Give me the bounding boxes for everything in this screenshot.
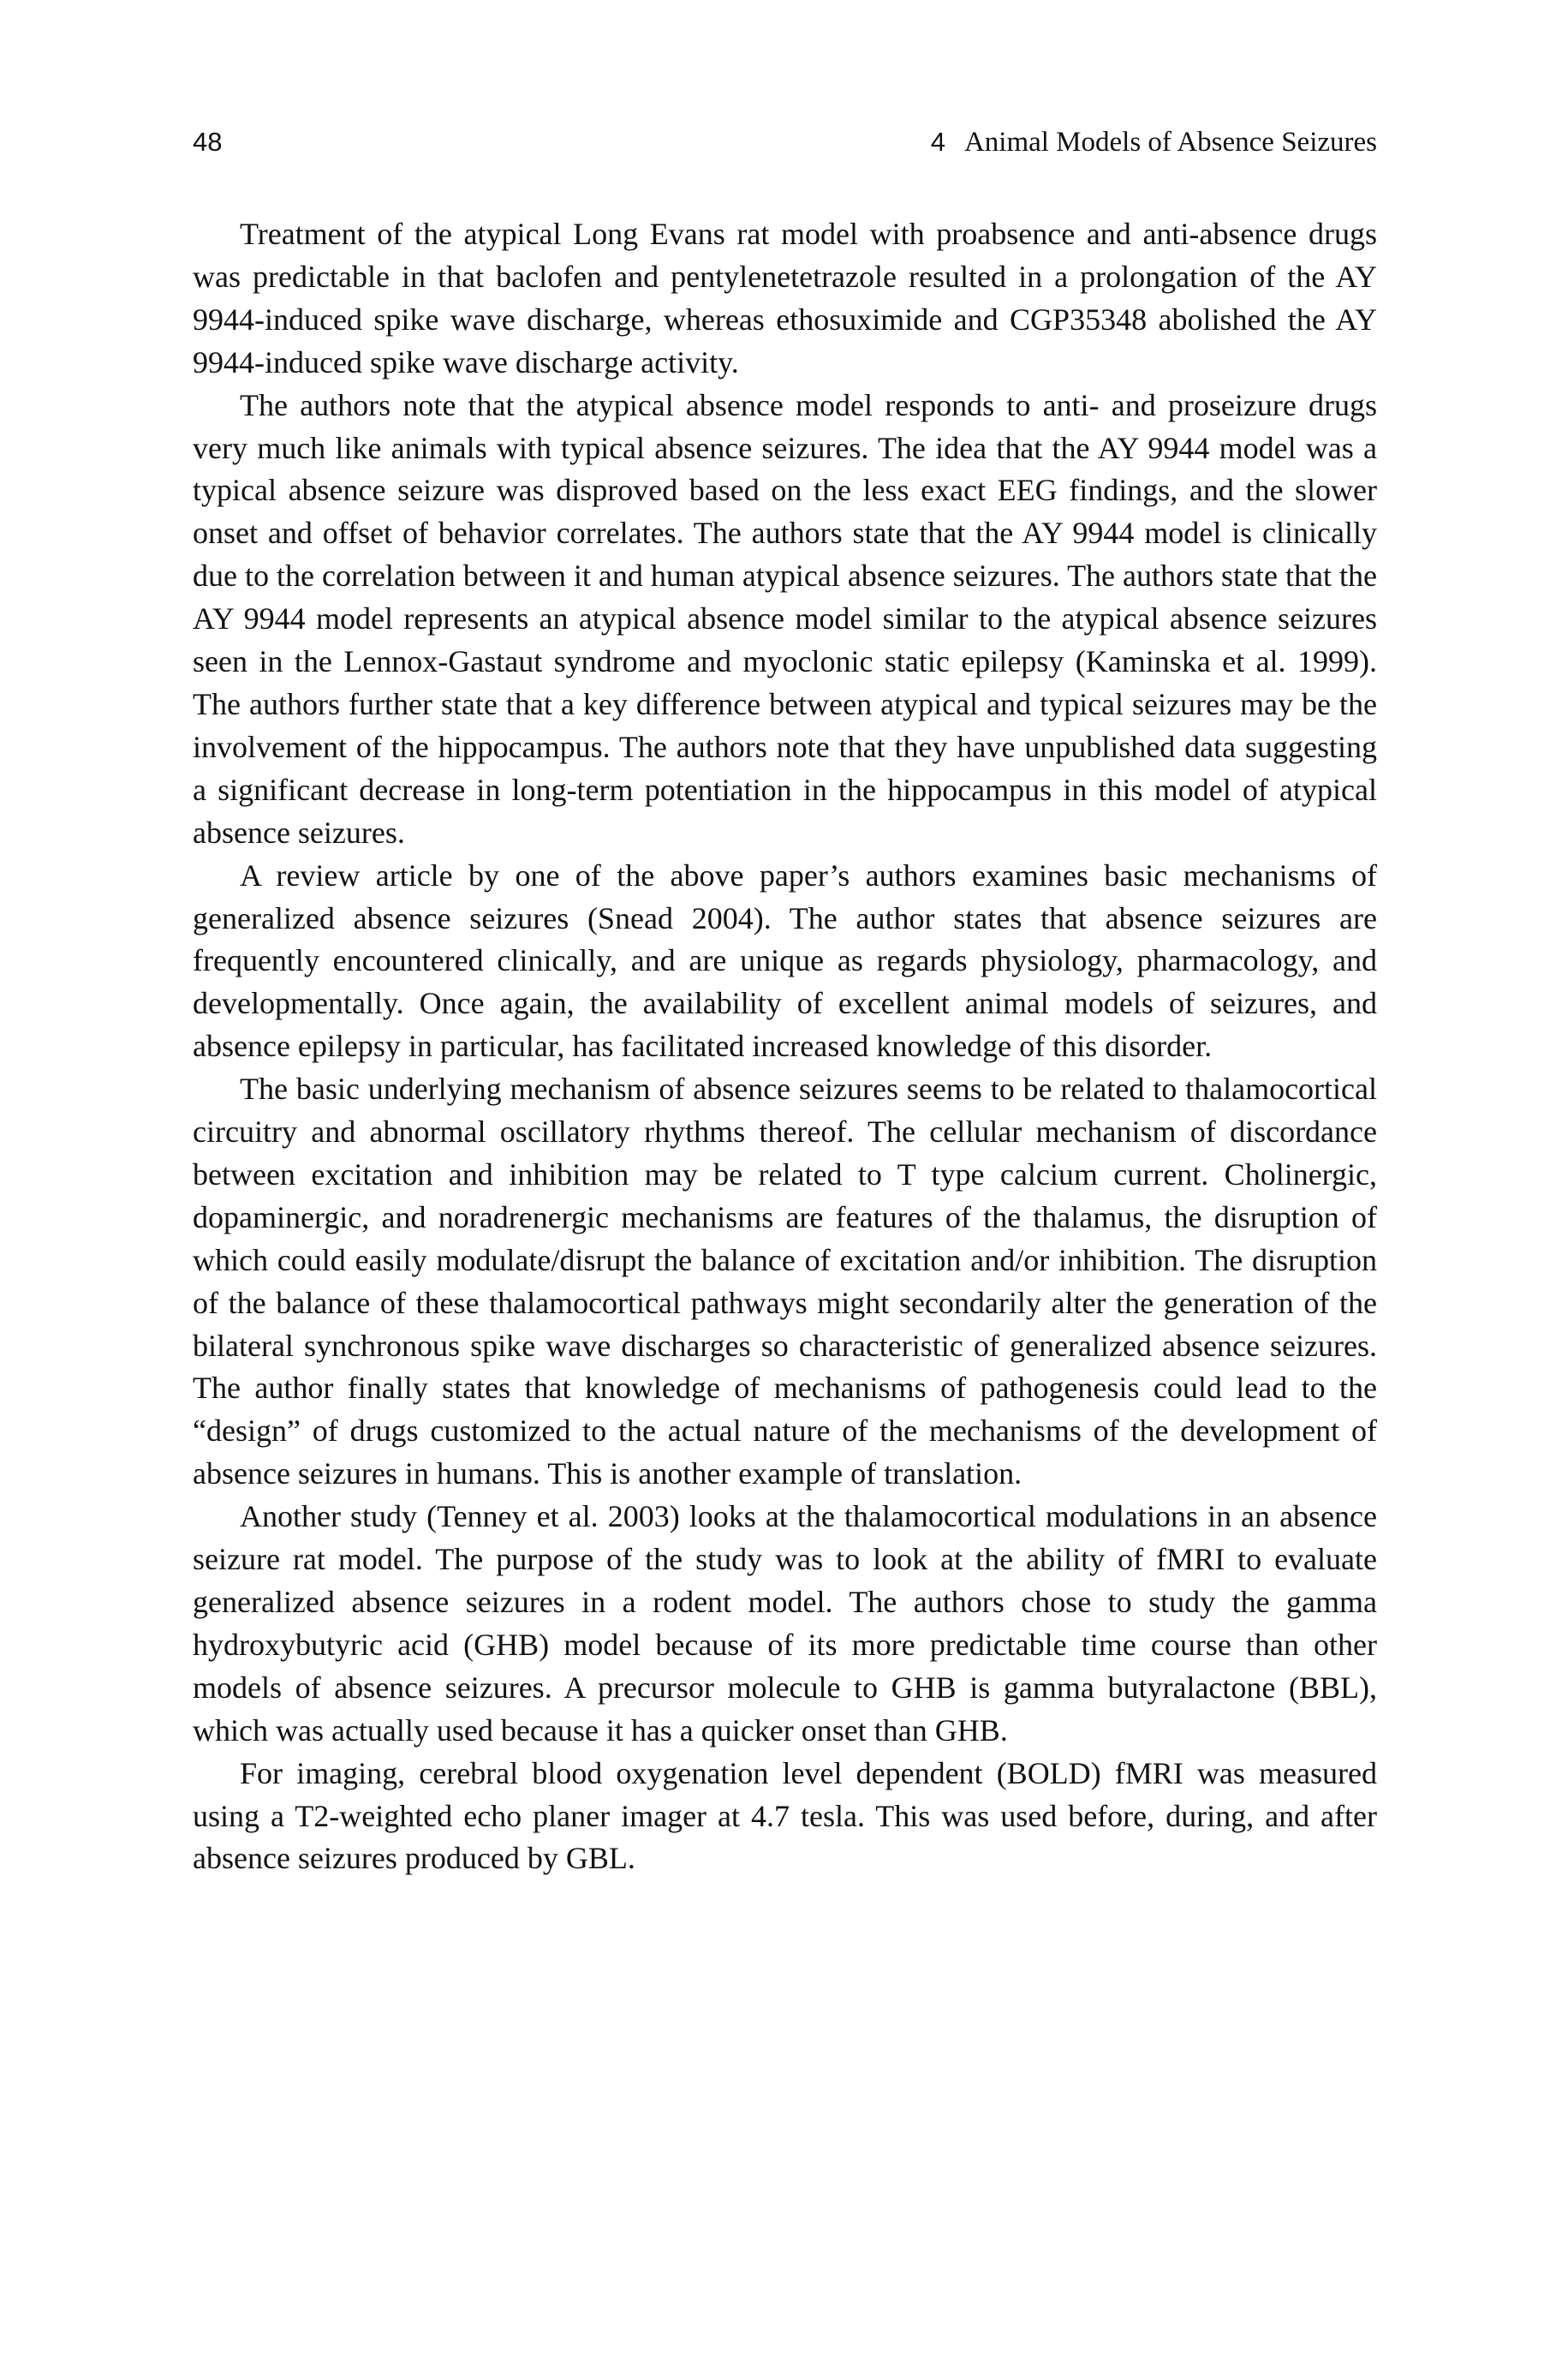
page-number: 48	[193, 127, 223, 157]
paragraph-tenney-study: Another study (Tenney et al. 2003) looks at the thalamocortical modulations in an absence seizure rat model. The purpose of the study was to look at the ability of fMRI to evaluate generalized absence seizures in a rodent model. The authors chose to study the gamma hydroxybutyric acid (GHB) model because of its more predictable time course than other models of absence seizures. A precursor molecule to GHB is gamma butyralactone (BBL), which was actually used because it has a quicker onset than GHB.	[193, 1499, 1377, 1748]
chapter-title: Animal Models of Absence Seizures	[963, 127, 1377, 158]
paragraph-atypical-absence-model: The authors note that the atypical absence model responds to anti- and proseizure drugs very much like animals with typical absence seizures. The idea that the AY 9944 model was a typical absence seizure was disproved based on the less exact EEG findings, and the slower onset and offset of behavior correlates. The authors state that the AY 9944 model is clinically due to the correlation between it and human atypical absence seizures. The authors state that the AY 9944 model represents an atypical absence model similar to the atypical absence seizures seen in the Lennox-Gastaut syndrome and myoclonic static epilepsy (Kaminska et al. 1999). The authors further state that a key difference between atypical and typical seizures may be the involvement of the hippocampus. The authors note that they have unpublished data suggesting a significant decrease in long-term potentiation in the hippocampus in this model of atypical absence seizures.	[193, 387, 1377, 850]
paragraph-bold-fmri-imaging: For imaging, cerebral blood oxygenation level dependent (BOLD) fMRI was measured using a T2-weighted echo planer imager at 4.7 tesla. This was used before, during, and after absence seizures produced by GBL.	[193, 1755, 1377, 1876]
chapter-heading	[931, 125, 1377, 159]
paragraph-snead-review: A review article by one of the above paper’s authors examines basic mechanisms of generalized absence seizures (Snead 2004). The author states that absence seizures are frequently encountered clinically, and are unique as regards physiology, pharmacology, and developmentally. Once again, the availability of excellent animal models of seizures, and absence epilepsy in particular, has facilitated increased knowledge of this disorder.	[193, 857, 1377, 1064]
paragraph-ay9944-drug-response: Treatment of the atypical Long Evans rat model with proabsence and anti-absence drugs was predictable in that baclofen and pentylenetetrazole resulted in a prolongation of the AY 9944-induced spike wave discharge, whereas ethosuximide and CGP35348 abolished the AY 9944-induced spike wave discharge activity.	[193, 217, 1377, 379]
paragraph-thalamocortical-mechanism: The basic underlying mechanism of absence seizures seems to be related to thalamocortical circuitry and abnormal oscillatory rhythms thereof. The cellular mechanism of discordance between excitation and inhibition may be related to T type calcium current. Cholinergic, dopaminergic, and noradrenergic mechanisms are features of the thalamus, the disruption of which could easily modulate/disrupt the balance of excitation and/or inhibition. The disruption of the balance of these thalamocortical pathways might secondarily alter the generation of the bilateral synchronous spike wave discharges so characteristic of generalized absence seizures. The author finally states that knowledge of mechanisms of pathogenesis could lead to the “design” of drugs customized to the actual nature of the mechanisms of the development of absence seizures in humans. This is another example of translation.	[193, 1072, 1377, 1491]
running-header	[193, 125, 1377, 159]
chapter-number: 4	[930, 127, 945, 157]
body-text	[193, 213, 1377, 1880]
